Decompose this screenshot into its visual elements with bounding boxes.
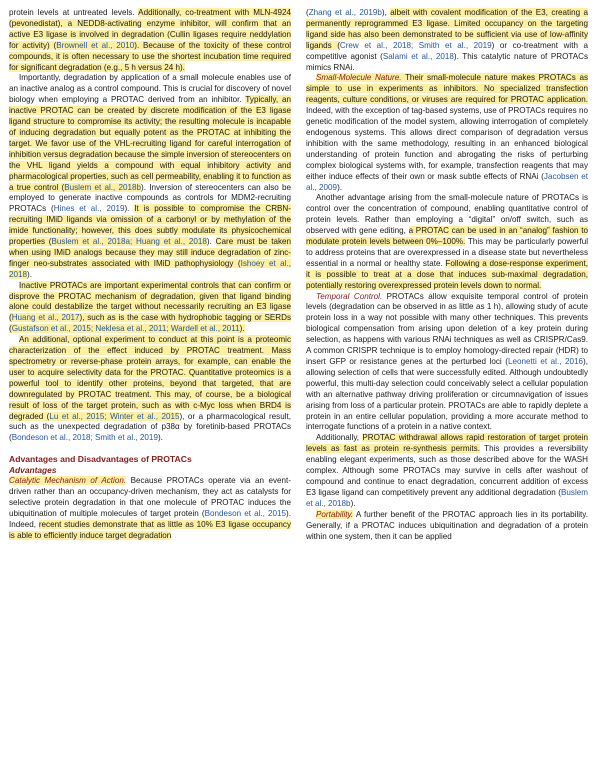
paragraph-lead: Small-Molecule Nature. bbox=[316, 73, 402, 83]
text-run: This provides a reversibility enabling elegant experiments, such as those described above for the WASH complex. Although some PROTACs may survive in cells after washout of compound and continue to enact degradation, concurrent addition of excess E3 ligase ligand can competitively prevent any additional degradation ( bbox=[306, 444, 588, 497]
text-run: Indeed, with the exception of tag-based systems, use of PROTACs requires no genetic modification of the model system, allowing interrogation of completely endogenous systems. This allows direct comparison of degradation versus inhibition with the same methodology, resulting in an enhanced biological understanding of protein function and abrogating the risks of perturbing complex biological systems with, for example, transfection reagents that may either induce effects of their own or mask subtle effects of RNAi ( bbox=[306, 106, 588, 181]
citation-link[interactable]: Buslem et al., 2018b bbox=[306, 487, 588, 508]
citation-link[interactable]: Buslem et al., 2018a; Huang et al., 2018 bbox=[51, 237, 207, 247]
text-run: ), allowing selection of cells that were successfully edited. Although undoubtedly powerful, this multi-day selection could conceivably select a cellular population with an alternative pathway driving proliferation or circumnavigation of issues arising from loss of a particular protein. PROTACs are able to rapidly deplete a protein in an entire cellular population, providing a more accurate method to interrogate functions of a protein in a native context. bbox=[306, 357, 588, 432]
text-run: A further benefit of the PROTAC approach lies in its portability. Generally, if a PROTAC induces ubiquitination and degradation of a protein within one system, then it can be applied bbox=[306, 509, 588, 541]
paragraph bbox=[306, 8, 588, 73]
text-run: Additionally, co-treatment with MLN-4924 (pevonedistat), a NEDD8-activating enzyme inhibitor, will confirm that an active E3 ligase is involved in degradation (Cullin ligases require neddylation for activity) ( bbox=[9, 8, 291, 50]
text-run: recent studies demonstrate that as little as 10% E3 ligase occupancy is able to efficiently induce target degradation bbox=[9, 519, 291, 540]
citation-link[interactable]: Jacobsen et al., 2009 bbox=[306, 171, 589, 192]
text-run: ). bbox=[27, 269, 32, 279]
paragraph-lead: Portability. bbox=[316, 509, 354, 519]
text-run: PROTAC withdrawal allows rapid restoration of target protein levels as fast as protein re-synthesis permits. bbox=[306, 433, 588, 454]
paragraph bbox=[306, 433, 588, 509]
paragraph bbox=[9, 476, 291, 541]
paragraph bbox=[306, 193, 588, 291]
text-run: Importantly, degradation by application of a small molecule enables use of an inactive analog as a control compound. This is crucial for discovery of novel biology when employing a PROTAC derived from an inhibitor. bbox=[9, 73, 291, 105]
paragraph bbox=[9, 73, 291, 280]
citation-link[interactable]: Buslem et al., 2018b bbox=[64, 182, 142, 192]
paragraph bbox=[306, 510, 588, 543]
paragraph-body bbox=[306, 73, 588, 191]
text-run: It is possible to compromise the CRBN-recruiting IMiD ligands via omission of a carbonyl or by methylation of the imide functionality; however, this does subtly modulate its physicochemical properties ( bbox=[9, 204, 291, 247]
citation-link[interactable]: Brownell et al., 2010 bbox=[56, 40, 135, 50]
paragraph-lead: Catalytic Mechanism of Action. bbox=[9, 476, 127, 486]
text-run: ). bbox=[124, 204, 135, 214]
text-run: ). Because of the toxicity of these control compounds, it is often necessary to use the shortest incubation time required for significant degradation (e.g., 5 h versus 24 h). bbox=[9, 40, 292, 72]
text-run: Typically, an inactive PROTAC can be created by discrete modification of the E3 ligase ligand structure to compromise its activity; the resulting molecule is incapable of inducing degradation but equally potent as the PROTAC at inhibiting the target. We favor use of the VHL-recruiting ligand for careful interrogation of inhibition versus degradation because the simple inversion of stereocenters on the VHL ligand yields a compound with equal inhibitory activity and pharmacological properties, such as cell permeability, enabling it to function as a true control ( bbox=[9, 95, 291, 192]
text-run: ). bbox=[157, 433, 163, 443]
citation-link[interactable]: Bondeson et al., 2015 bbox=[204, 508, 287, 518]
text-run: a PROTAC can be used in an “analog” fashion to modulate protein levels between 0%–100%. bbox=[306, 226, 588, 247]
citation-link[interactable]: Huang et al., 2017 bbox=[11, 313, 80, 323]
paragraph bbox=[9, 281, 291, 336]
paragraph bbox=[9, 335, 291, 444]
citation-link[interactable]: Ishoey et al., 2018 bbox=[9, 258, 291, 279]
right-column bbox=[306, 8, 588, 542]
text-run: This may be particularly powerful to address proteins that are overexpressed in a disease state but nevertheless essential in a normal or healthy state. bbox=[306, 237, 588, 268]
text-run: Following a dose-response experiment, it is possible to treat at a dose that induces sub-maximal degradation, potentially restoring overexpressed protein levels down to normal. bbox=[306, 258, 588, 290]
text-run: ). bbox=[239, 324, 245, 334]
text-run: ). This catalytic nature of PROTACs mimics RNAi. bbox=[306, 51, 588, 72]
citation-link[interactable]: Zhang et al., 2019b bbox=[308, 8, 382, 17]
citation-link[interactable]: Salami et al., 2018 bbox=[382, 51, 454, 61]
text-run: ), such as is the case with hydrophobic tagging or SERDs ( bbox=[9, 313, 291, 334]
paragraph bbox=[9, 8, 291, 73]
text-run: Additionally, bbox=[316, 433, 363, 443]
text-run: Their small-molecule nature makes PROTACs as simple to use in experiments as inhibitors. No specialized transfection reagents, culture conditions, or viruses are required for PROTAC application. bbox=[306, 73, 588, 105]
text-run: ). bbox=[206, 237, 216, 247]
text-run: ). Inversion of stereocenters can also be employed to generate inactive compounds as controls for MDM2-recruiting PROTACs ( bbox=[9, 182, 292, 214]
citation-link[interactable]: Gustafson et al., 2015; Neklesa et al., 2011; Wardell et al., 2011 bbox=[11, 324, 240, 334]
text-run: ), bbox=[381, 8, 391, 17]
section-heading: Advantages and Disadvantages of PROTACs bbox=[9, 454, 192, 465]
paragraph bbox=[306, 292, 588, 434]
citation-link[interactable]: Leonetti et al., 2016 bbox=[507, 357, 584, 366]
text-run: ). bbox=[337, 182, 343, 192]
paragraph-body bbox=[306, 292, 588, 432]
citation-link[interactable]: Bondeson et al., 2018; Smith et al., 2019 bbox=[11, 433, 158, 443]
citation-link[interactable]: Lu et al., 2015; Winter et al., 2015 bbox=[49, 411, 180, 421]
text-run: PROTACs allow exquisite temporal control of protein levels (degradation can be observed in as little as 1 h), allowing study of acute protein loss in a way not possible with many other techniques. This prevents biological compensation from arising upon deletion of a key protein during selection, as happens with various RNAi techniques as well as CRISPR/Cas9. A common CRISPR technique is to employ homology-directed repair (HDR) to insert GFP or resistance genes at the perturbed loci ( bbox=[306, 291, 588, 366]
text-run: Because PROTACs operate via an event-driven rather than an occupancy-driven mechanism, they act as catalysts for selective protein degradation in that one molecule of PROTAC induces the ubiquitination of multiple molecules of target protein ( bbox=[9, 476, 291, 518]
text-run: Another advantage arising from the small-molecule nature of PROTACs is control over the concentration of compound, enabling quantitative control of protein levels. Rather than employing a “digital” on/off switch, such as observed with gene editing, bbox=[306, 193, 588, 236]
text-run: An additional, optional experiment to conduct at this point is a proteomic characterization of the effect induced by PROTAC treatment. Mass spectrometry or reverse-phase protein arrays, for example, can enable the user to acquire selectivity data for the PROTAC. Quantitative proteomics is a powerful tool to identify other proteins, beyond that targeted, that are downregulated by PROTAC treatment. This may, of course, be a biological result of loss of the target protein, such as with c-Myc loss when BRD4 is degraded ( bbox=[9, 335, 291, 421]
text-run: Care must be taken when using IMiD analogs because they may still induce degradation of zinc-finger neo-substrates associated with IMiD pathophysiology ( bbox=[9, 237, 291, 268]
subsection-heading: Advantages bbox=[9, 465, 57, 476]
paragraph-body bbox=[9, 476, 291, 540]
left-column bbox=[9, 8, 291, 542]
citation-link[interactable]: Crew et al., 2018; Smith et al., 2019 bbox=[339, 40, 492, 50]
citation-link[interactable]: Hines et al., 2019 bbox=[53, 204, 125, 214]
text-run: protein levels at untreated levels. bbox=[9, 8, 139, 17]
paragraph-lead: Temporal Control. bbox=[316, 291, 383, 301]
text-run: Inactive PROTACs are important experimental controls that can confirm or disprove the PROTAC mechanism of degradation, given that ligand binding alone could destabilize the target without necessarily recruiting an E3 ligase ( bbox=[9, 280, 291, 323]
text-run: ). Indeed, bbox=[9, 508, 291, 529]
text-run: ( bbox=[306, 8, 309, 17]
text-run: ) or co-treatment with a competitive agonist ( bbox=[306, 40, 589, 61]
text-run: albeit with covalent modification of the E3, creating a permanently reprogrammed E3 ligase. Limited occupancy on the targeting ligand side has also been demonstrated to be sufficient via use of low-affinity ligands ( bbox=[306, 8, 589, 50]
text-run: ), or a pharmacological result, such as the unexpected degradation of p38α by foretinib-based PROTACs ( bbox=[9, 411, 291, 443]
text-run: ). bbox=[350, 498, 356, 508]
paragraph bbox=[306, 73, 588, 193]
